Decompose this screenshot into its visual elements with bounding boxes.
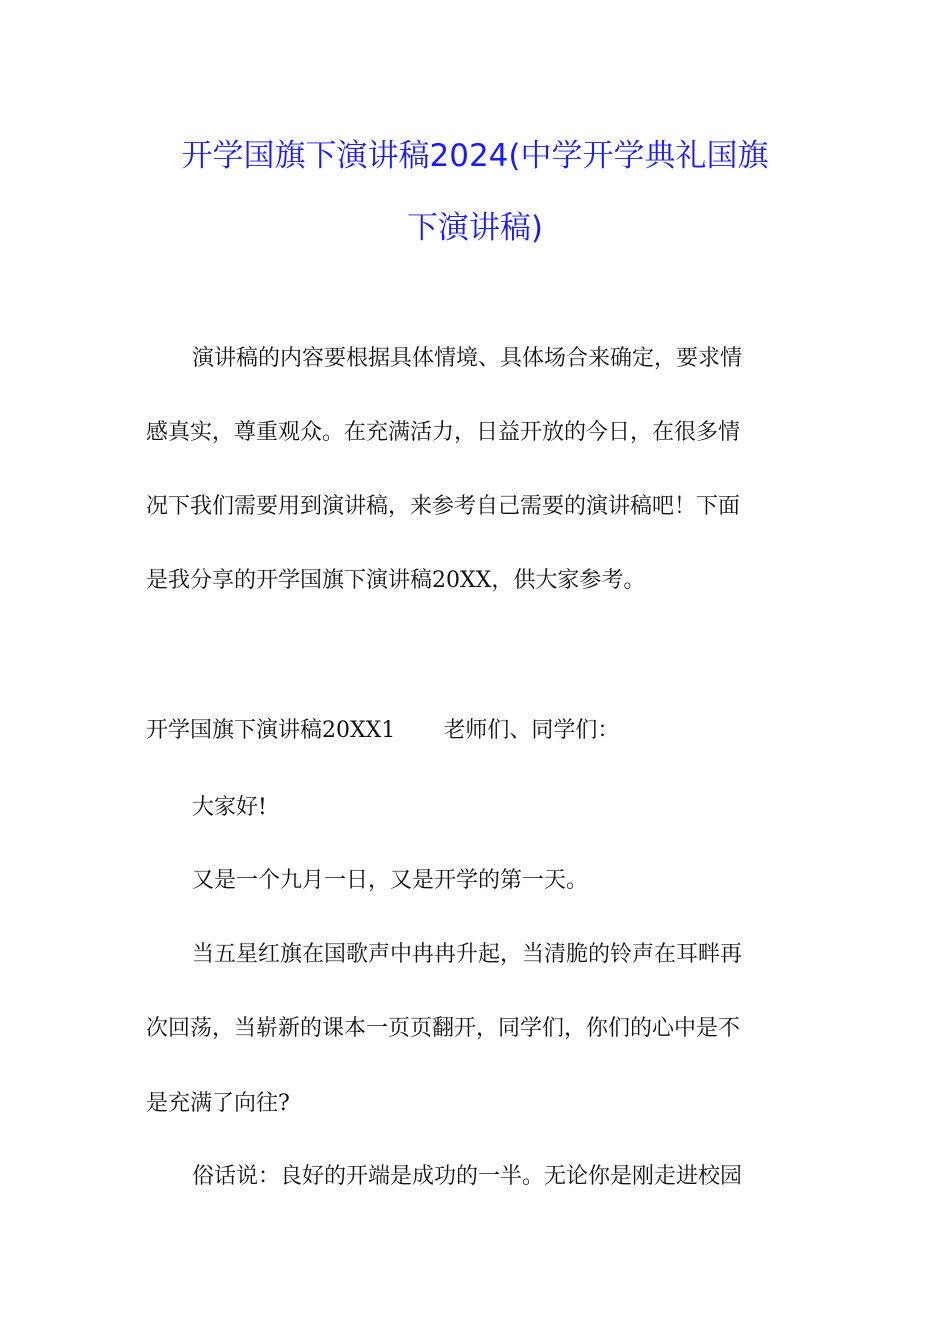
- intro-line-4: 是我分享的开学国旗下演讲稿20XX，供大家参考。: [146, 568, 646, 593]
- paragraph-2-line-3: 是充满了向往?: [146, 1091, 290, 1116]
- salutation: 老师们、同学们：: [443, 718, 620, 743]
- paragraph-2-line-1: 当五星红旗在国歌声中冉冉升起，当清脆的铃声在耳畔再: [192, 942, 743, 967]
- paragraph-2-line-2: 次回荡，当崭新的课本一页页翻开，同学们，你们的心中是不: [146, 1016, 741, 1041]
- intro-line-2: 感真实，尊重观众。在充满活力，日益开放的今日，在很多情: [146, 420, 741, 445]
- greeting: 大家好!: [192, 795, 267, 820]
- section-heading: 开学国旗下演讲稿20XX1: [146, 718, 396, 743]
- intro-line-1: 演讲稿的内容要根据具体情境、具体场合来确定，要求情: [192, 346, 743, 371]
- paragraph-3-line-1: 俗话说：良好的开端是成功的一半。无论你是刚走进校园: [192, 1164, 743, 1189]
- document-title-line-1: 开学国旗下演讲稿2024(中学开学典礼国旗: [181, 138, 769, 174]
- section-heading-row: [146, 716, 619, 746]
- document-title-line-2: 下演讲稿): [406, 210, 544, 246]
- intro-line-3: 况下我们需要用到演讲稿，来参考自己需要的演讲稿吧！下面: [146, 494, 741, 519]
- paragraph-1: 又是一个九月一日，又是开学的第一天。: [192, 868, 589, 893]
